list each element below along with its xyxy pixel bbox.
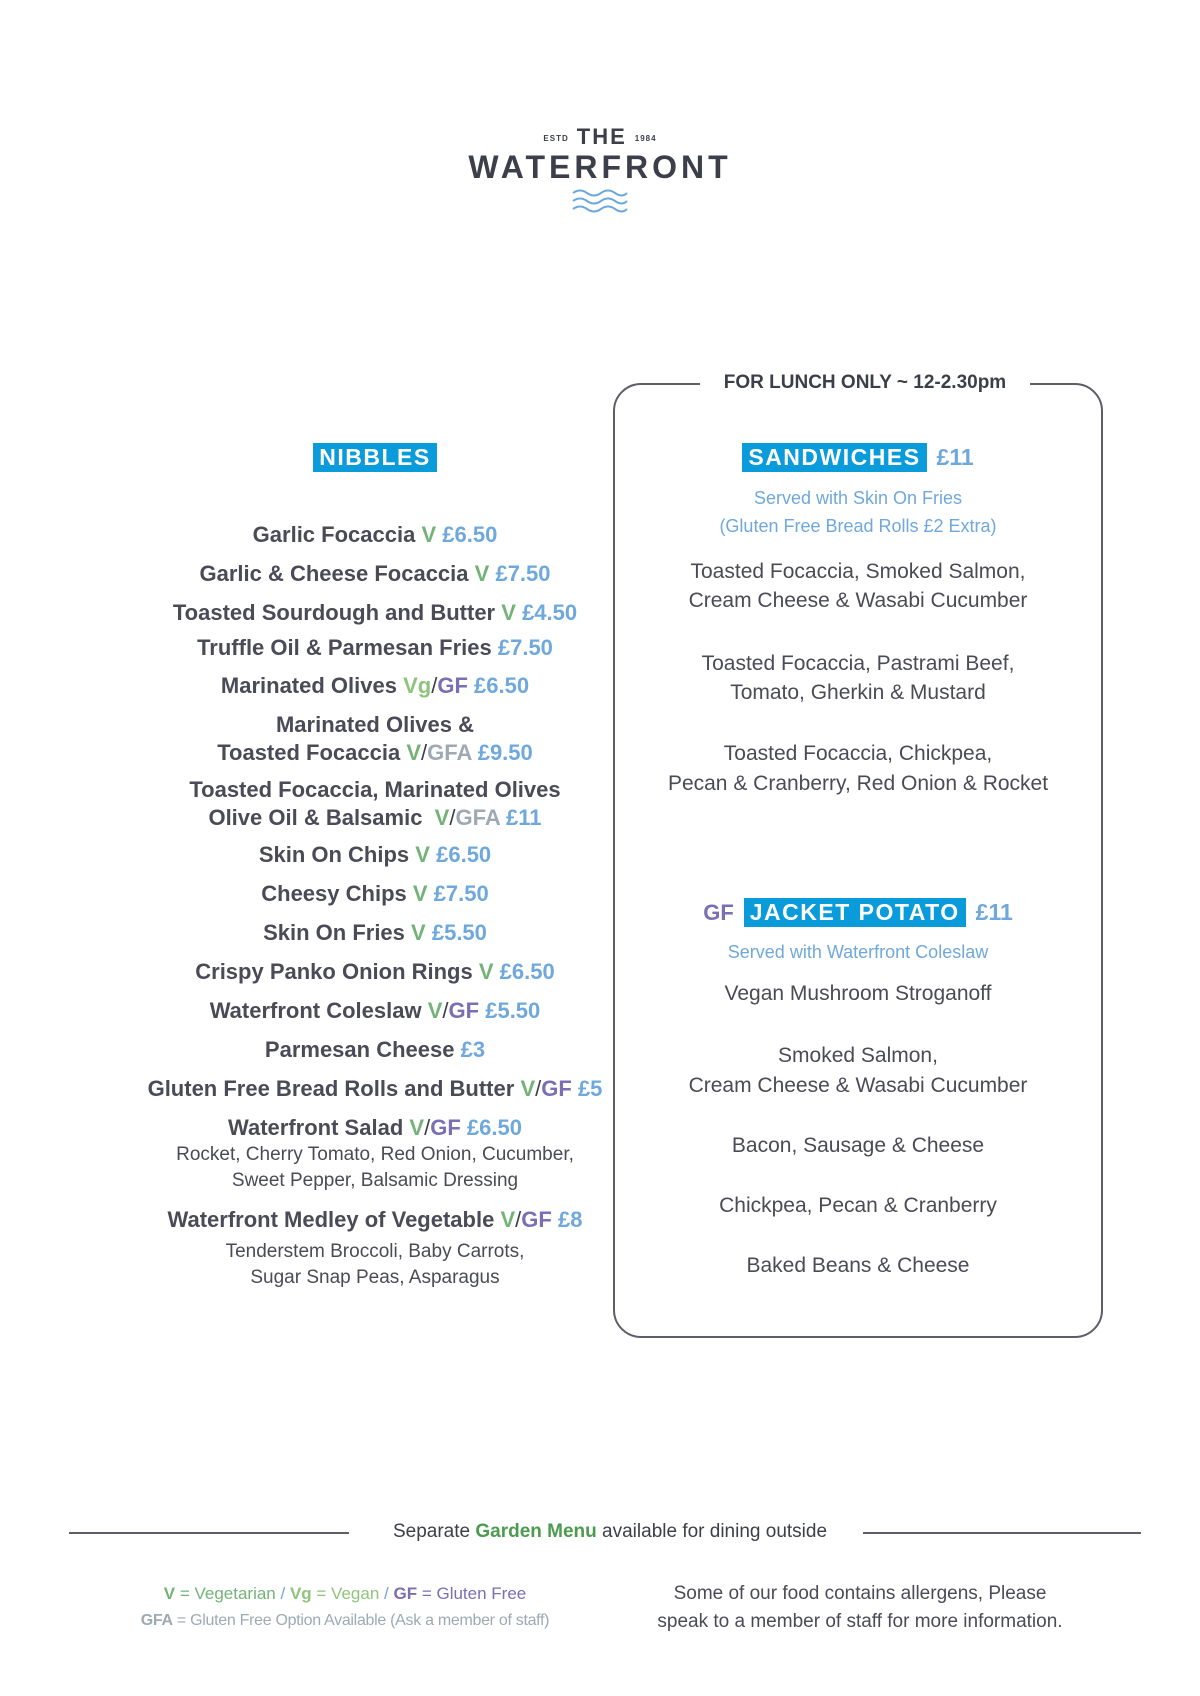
jacket-note: Served with Waterfront Coleslaw <box>727 942 989 962</box>
sandwich-item: Toasted Focaccia, Chickpea, <box>723 742 993 765</box>
sandwich-item: Tomato, Gherkin & Mustard <box>730 681 986 704</box>
menu-item: Toasted Focaccia, Marinated Olives <box>189 777 561 802</box>
item-description: Sugar Snap Peas, Asparagus <box>250 1267 500 1288</box>
sandwiches-price: £11 <box>936 444 974 470</box>
gf-badge: GF <box>703 900 734 925</box>
sandwich-item: Pecan & Cranberry, Red Onion & Rocket <box>667 772 1049 795</box>
jacket-header-row <box>613 898 1103 927</box>
legend-line-2: GFA = Gluten Free Option Available (Ask a member of staff) <box>140 1612 550 1629</box>
logo <box>0 122 1200 214</box>
logo-year: 1984 <box>634 134 657 143</box>
waves-icon <box>571 188 629 214</box>
sandwiches-header: SANDWICHES <box>742 443 926 472</box>
menu-item: Crispy Panko Onion Rings V £6.50 <box>195 959 555 984</box>
jacket-price: £11 <box>975 899 1013 925</box>
sandwich-item: Toasted Focaccia, Pastrami Beef, <box>701 652 1015 675</box>
jacket-item: Baked Beans & Cheese <box>746 1254 970 1277</box>
jacket-item: Cream Cheese & Wasabi Cucumber <box>688 1074 1028 1097</box>
legend-line-1: V = Vegetarian / Vg = Vegan / GF = Gluten Free <box>163 1584 527 1603</box>
jacket-item: Chickpea, Pecan & Cranberry <box>719 1194 997 1217</box>
item-description: Rocket, Cherry Tomato, Red Onion, Cucumber, <box>176 1144 574 1165</box>
sandwiches-note: Served with Skin On Fries <box>753 488 963 508</box>
jacket-item: Bacon, Sausage & Cheese <box>731 1134 985 1157</box>
menu-item: Skin On Fries V £5.50 <box>263 920 487 945</box>
logo-the: THE <box>576 124 627 149</box>
menu-item: Truffle Oil & Parmesan Fries £7.50 <box>197 635 553 660</box>
menu-item: Gluten Free Bread Rolls and Butter V/GF £5 <box>147 1076 603 1101</box>
menu-item: Garlic & Cheese Focaccia V £7.50 <box>199 561 551 586</box>
menu-item: Olive Oil & Balsamic V/GFA £11 <box>208 805 542 830</box>
menu-item: Marinated Olives Vg/GF £6.50 <box>220 673 530 698</box>
menu-item: Toasted Focaccia V/GFA £9.50 <box>217 740 533 765</box>
garden-menu-note: Separate Garden Menu available for dining outside <box>392 1521 828 1542</box>
menu-item: Waterfront Salad V/GF £6.50 <box>228 1115 522 1140</box>
divider <box>863 1532 1141 1534</box>
nibbles-header: NIBBLES <box>313 443 436 472</box>
menu-item: Cheesy Chips V £7.50 <box>261 881 489 906</box>
menu-item: Waterfront Coleslaw V/GF £5.50 <box>209 998 541 1023</box>
jacket-item: Vegan Mushroom Stroganoff <box>724 982 992 1005</box>
item-description: Tenderstem Broccoli, Baby Carrots, <box>225 1241 525 1262</box>
menu-item: Marinated Olives & <box>275 712 475 737</box>
jacket-header: JACKET POTATO <box>744 898 966 927</box>
logo-established: ESTD <box>543 134 569 143</box>
allergen-note: speak to a member of staff for more information. <box>657 1611 1063 1632</box>
menu-item: Waterfront Medley of Vegetable V/GF £8 <box>167 1207 583 1232</box>
menu-item: Parmesan Cheese £3 <box>264 1037 486 1062</box>
logo-name: WATERFRONT <box>468 149 732 185</box>
allergen-note: Some of our food contains allergens, Please <box>673 1583 1047 1604</box>
divider <box>69 1532 349 1534</box>
menu-item: Garlic Focaccia V £6.50 <box>252 522 498 547</box>
sandwiches-note: (Gluten Free Bread Rolls £2 Extra) <box>719 516 997 536</box>
lunch-label: FOR LUNCH ONLY ~ 12-2.30pm <box>700 370 1030 396</box>
sandwich-item: Toasted Focaccia, Smoked Salmon, <box>690 560 1026 583</box>
sandwiches-header-row <box>613 443 1103 472</box>
menu-item: Toasted Sourdough and Butter V £4.50 <box>172 600 578 625</box>
sandwich-item: Cream Cheese & Wasabi Cucumber <box>688 589 1028 612</box>
item-description: Sweet Pepper, Balsamic Dressing <box>231 1170 519 1191</box>
menu-item: Skin On Chips V £6.50 <box>258 842 492 867</box>
jacket-item: Smoked Salmon, <box>778 1044 938 1067</box>
